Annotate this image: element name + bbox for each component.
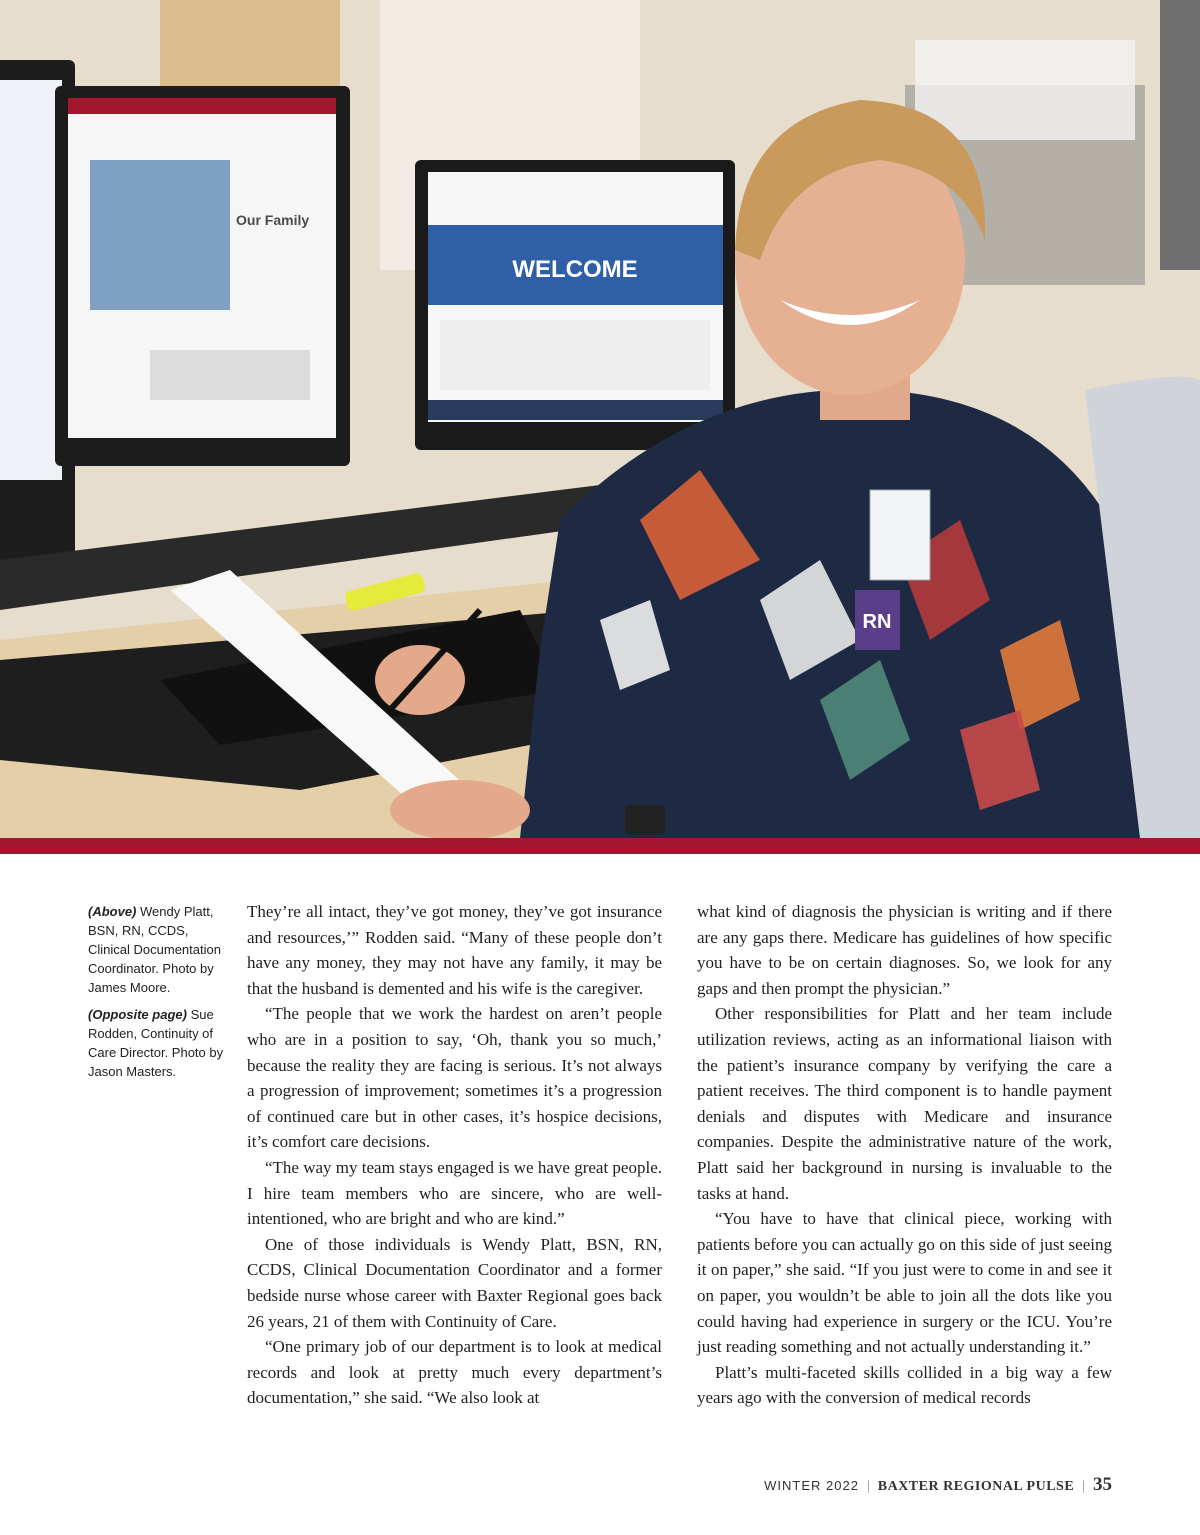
page-number: 35 (1093, 1474, 1112, 1495)
footer-season: WINTER 2022 (764, 1478, 859, 1493)
paragraph: “The people that we work the hardest on aren’t people who are in a position to say, ‘Oh, thank you so much,’ because the reality they are facing is serious. It’s not always a progression of improvement; sometimes it’s a progression of continued care but in other cases, it’s hospice decisions, it’s comfort care decisions. (247, 1004, 662, 1152)
paragraph: what kind of diagnosis the physician is writing and if there are any gaps there. Medicare has guidelines of how specific you have to be on certain diagnoses. So, we look for any gaps and then prompt the physician.” (697, 902, 1112, 998)
article-column-2 (697, 899, 1112, 1411)
page-footer (764, 1474, 1112, 1496)
caption-above-label: (Above) (88, 904, 137, 919)
footer-separator: | (866, 1479, 870, 1494)
monitor-welcome-text: WELCOME (512, 256, 638, 283)
caption-opposite-text: Sue Rodden, Continuity of Care Director. Photo by Jason Masters. (88, 1007, 224, 1079)
photo-caption (88, 902, 228, 1089)
caption-above (88, 902, 228, 997)
footer-separator: | (1082, 1479, 1085, 1494)
paragraph: “One primary job of our department is to look at medical records and look at pretty much every department’s documentation,” she said. “We also look at (247, 1337, 662, 1408)
caption-opposite (88, 1005, 228, 1081)
accent-rule (0, 838, 1200, 854)
paragraph: Other responsibilities for Platt and her team include utilization reviews, acting as an informational liaison with the patient’s insurance company by verifying the care a patient receives. The third component is to handle payment denials and disputes with Medicare and insurance companies. Despite the administrative nature of the work, Platt said her background in nursing is invaluable to the tasks at hand. (697, 1004, 1112, 1203)
article-column-1 (247, 899, 662, 1411)
monitor-family-text: Our Family (236, 212, 310, 228)
paragraph: One of those individuals is Wendy Platt, BSN, RN, CCDS, Clinical Documentation Coordinator and a former bedside nurse whose career with Baxter Regional goes back 26 years, 21 of them with Continuity of Care. (247, 1234, 662, 1331)
caption-opposite-label: (Opposite page) (88, 1007, 187, 1022)
footer-publication: BAXTER REGIONAL PULSE (877, 1479, 1075, 1494)
paragraph: “The way my team stays engaged is we have great people. I hire team members who are sincere, who are well-intentioned, who are bright and who are kind.” (247, 1157, 662, 1229)
paragraph: “You have to have that clinical piece, working with patients before you can actually go on this side of just seeing it on paper,” she said. “If you just were to come in and see it on paper, you wouldn’t be able to join all the dots like you could having had experience in surgery or the ICU. You’re just reading something and not actually understanding it.” (697, 1209, 1112, 1357)
paragraph: Platt’s multi-faceted skills collided in a big way a few years ago with the conversion of medical records (697, 1362, 1112, 1408)
badge-text: RN (862, 611, 892, 633)
caption-above-text: Wendy Platt, BSN, RN, CCDS, Clinical Documentation Coordinator. Photo by James Moore. (88, 904, 221, 995)
paragraph: They’re all intact, they’ve got money, they’ve got insurance and resources,’” Rodden said. “Many of these people don’t have any money, they may not have any family, it may be that the husband is demented and his wife is the caregiver. (247, 902, 662, 998)
